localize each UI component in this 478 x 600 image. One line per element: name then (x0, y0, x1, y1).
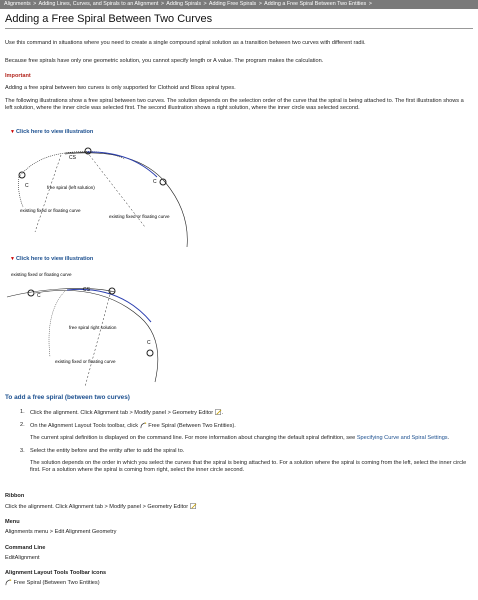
curve-label: existing fixed or floating curve (20, 208, 81, 213)
procedure-heading: To add a free spiral (between two curves) (5, 394, 130, 401)
important-text: Adding a free spiral between two curves is only supported for Clothoid and Bloss spiral types. (5, 85, 236, 91)
important-label: Important (5, 73, 31, 79)
illustration-description: The following illustrations show a free spiral between two curves. The solution depends on the selection order of the curve that the spiral is being attached to. The first illustration shows a left solution, where the inner circle was selected first. The second illustration shows a right solution, where the inner circle was selected second. (5, 98, 464, 111)
c-label: C (37, 293, 41, 299)
step-1: 1. Click the alignment. Click Alignment tab > Modify panel > Geometry Editor . (20, 409, 224, 416)
step-3 (20, 448, 470, 474)
ribbon-text (5, 503, 197, 510)
illustration-right-solution (5, 267, 205, 387)
spiral-settings-link[interactable]: Specifying Curve and Spiral Settings (356, 435, 448, 441)
expand-triangle-icon: ▼ (10, 129, 15, 135)
existing-curve-bottom (35, 290, 158, 382)
breadcrumb-separator: > (368, 1, 372, 7)
geometry-editor-icon (215, 409, 222, 416)
step-3-detail: The solution depends on the order in which you select the curves that the spiral is being attached to. For a solution where the spiral is coming from the left, select the inner circle first. For a solution where the spiral is coming from right, select the inner circle second. (30, 460, 467, 473)
view-illustration-label: Click here to view illustration (15, 256, 94, 262)
breadcrumb-separator: > (203, 1, 207, 7)
c-label: C (147, 340, 151, 346)
free-spiral-icon (140, 422, 147, 429)
pi-marker (28, 290, 34, 296)
breadcrumb-link-adding-lines[interactable]: Adding Lines, Curves, and Spirals to an Alignment (38, 1, 159, 7)
toolbar-heading: Alignment Layout Tools Toolbar icons (5, 570, 107, 576)
step-2-text-a: On the Alignment Layout Tools toolbar, click (30, 422, 139, 429)
radial-line (35, 155, 61, 232)
view-illustration-link-1[interactable] (10, 129, 93, 135)
step-number: 3. (20, 448, 25, 454)
step-2-text-b: Free Spiral (Between Two Entities). (148, 422, 236, 429)
intro-paragraph-2: Because free spirals have only one geometric solution, you cannot specify length or A value. The program makes the calculation. (5, 58, 324, 64)
view-illustration-label: Click here to view illustration (15, 129, 94, 135)
curve-label: existing fixed or floating curve (109, 214, 170, 219)
step-number: 2. (20, 422, 25, 428)
breadcrumb-separator: > (258, 1, 262, 7)
toolbar-item (5, 579, 100, 586)
free-spiral-icon (5, 579, 12, 586)
step-2-detail-end: . (447, 435, 450, 441)
free-spiral-right-solution (67, 289, 151, 322)
menu-text: Alignments menu > Edit Alignment Geometry (5, 529, 117, 535)
curve-label: existing fixed or floating curve (55, 359, 116, 364)
dotted-circle (49, 291, 65, 357)
radial-line (85, 291, 111, 387)
breadcrumb-link-adding-spirals[interactable]: Adding Spirals (166, 1, 202, 7)
breadcrumb-link-alignments[interactable]: Alignments (4, 1, 31, 7)
spiral-label: free spiral (left solution) (47, 185, 95, 190)
illustration-left-solution (5, 137, 205, 257)
step-1-text: Click the alignment. Click Alignment tab > Modify panel > Geometry Editor (30, 409, 214, 416)
expand-triangle-icon: ▼ (10, 256, 15, 262)
pi-marker (147, 350, 153, 356)
existing-curve-left-tail (19, 177, 24, 207)
existing-curve-right (65, 153, 187, 247)
step-2-detail (30, 435, 470, 442)
spiral-label: free spiral right solution (69, 325, 117, 330)
free-spiral-left-solution (87, 152, 157, 177)
menu-heading: Menu (5, 519, 20, 525)
ribbon-path: Click the alignment. Click Alignment tab > Modify panel > Geometry Editor (5, 503, 189, 510)
step-3-text: Select the entity before and the entity after to add the spiral to. (30, 448, 185, 454)
cs-label: CS (69, 155, 76, 161)
step-2 (20, 422, 470, 442)
curve-label: existing fixed or floating curve (11, 272, 72, 277)
breadcrumb-separator: > (160, 1, 165, 7)
command-line-text: EditAlignment (5, 555, 40, 561)
page-title: Adding a Free Spiral Between Two Curves (5, 13, 473, 29)
pi-marker (19, 172, 25, 178)
geometry-editor-icon (190, 503, 197, 510)
toolbar-item-label: Free Spiral (Between Two Entities) (13, 579, 100, 586)
step-number: 1. (20, 409, 25, 415)
step-2-detail-text: The current spiral definition is displayed on the command line. For more information about changing the default spiral definition, see (30, 435, 356, 441)
intro-paragraph: Use this command in situations where you need to create a single compound spiral solution as a transition between two curves with different radii. (5, 40, 366, 46)
breadcrumb-link-free-spirals[interactable]: Adding Free Spirals (208, 1, 257, 7)
breadcrumb-separator: > (33, 1, 37, 7)
cs-label: CS (83, 287, 90, 293)
breadcrumb-link-between-entities[interactable]: Adding a Free Spiral Between Two Entities (264, 1, 367, 7)
c-label: C (25, 183, 29, 189)
view-illustration-link-2[interactable] (10, 256, 93, 262)
c-label: C (153, 179, 157, 185)
procedure-steps (20, 409, 470, 474)
ribbon-heading: Ribbon (5, 493, 25, 499)
command-line-heading: Command Line (5, 545, 46, 551)
breadcrumb (0, 0, 478, 9)
